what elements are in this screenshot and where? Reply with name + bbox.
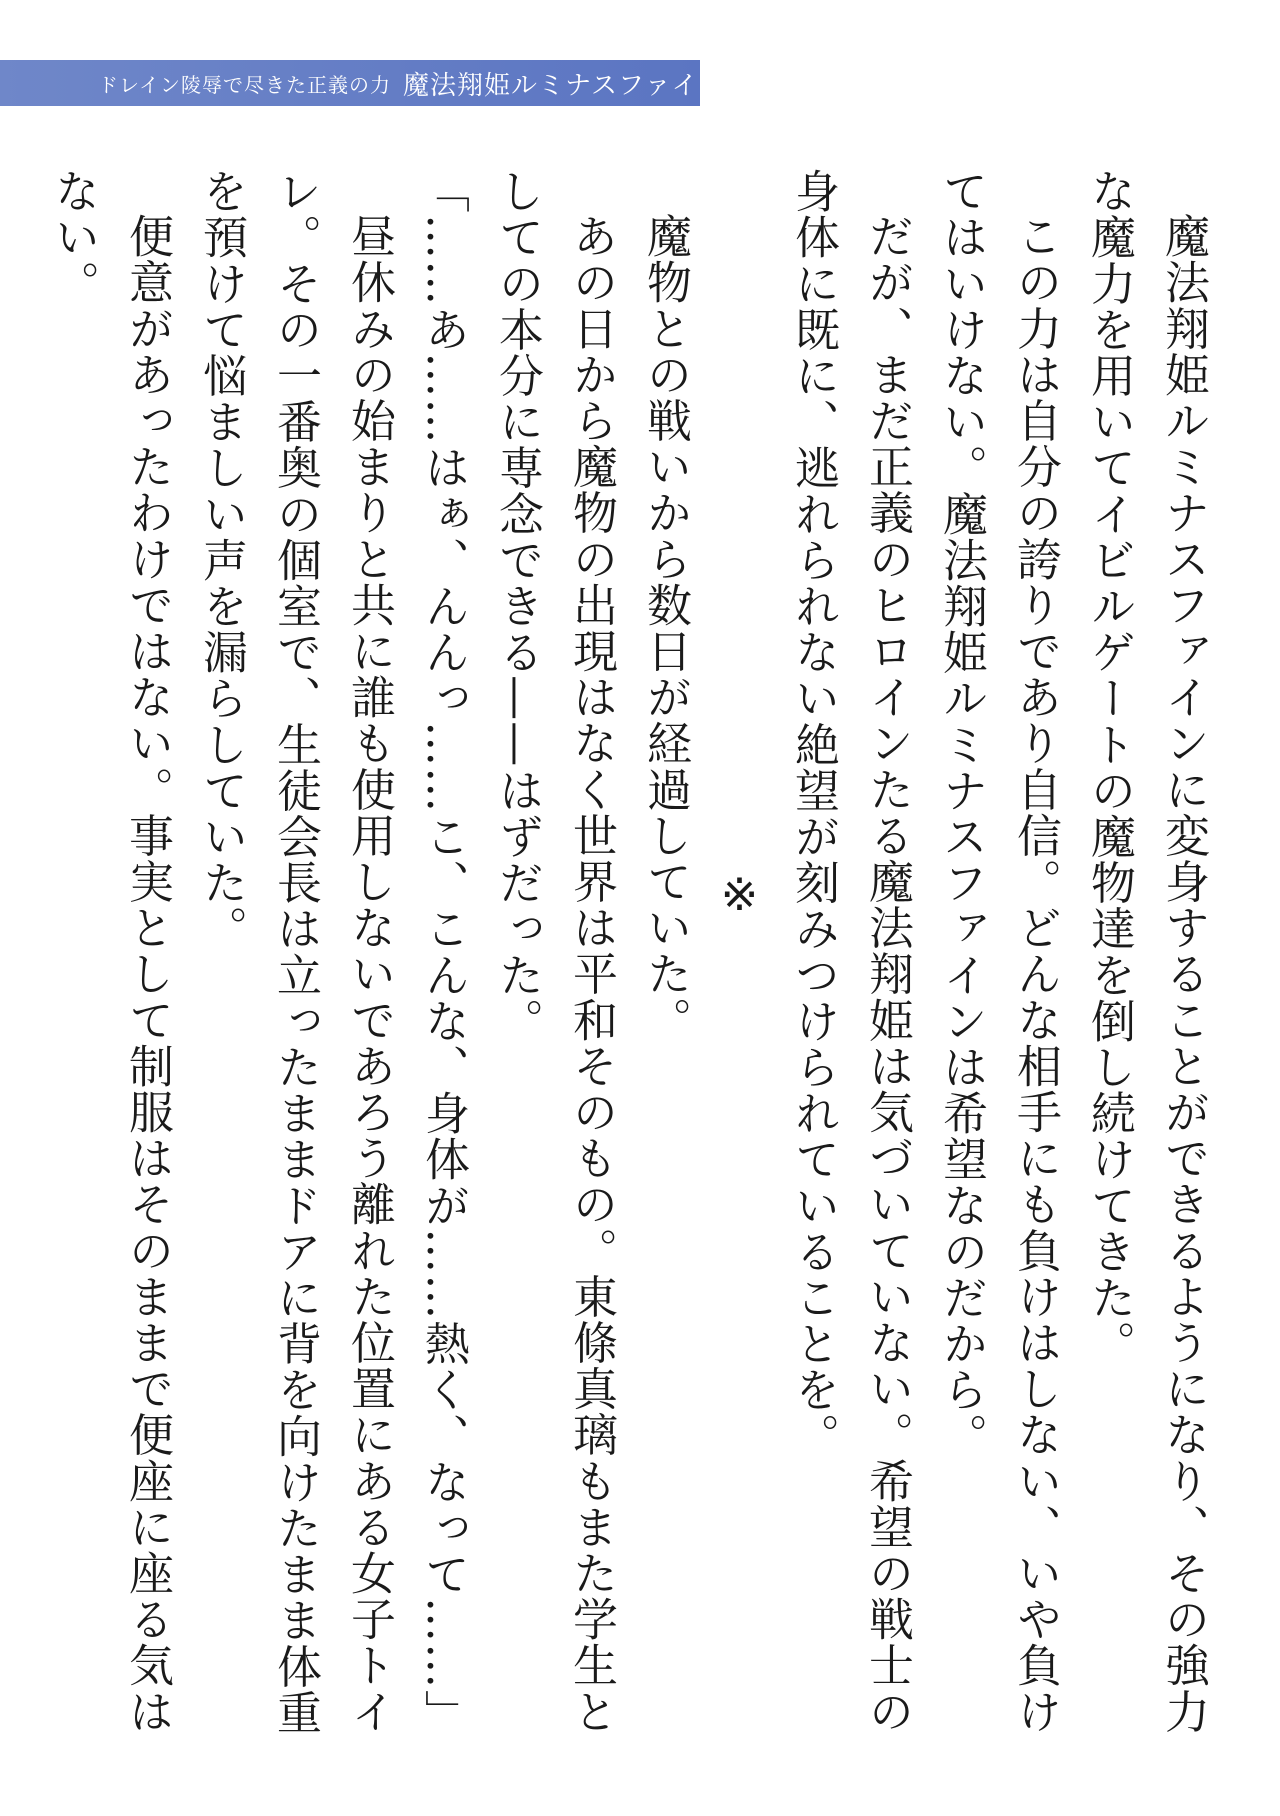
paragraph-5: あの日から魔物の出現はなく世界は平和そのもの。東條真璃もまた学生としての本分に専念できる——はずだった。: [491, 168, 618, 1735]
paragraph-2: この力は自分の誇りであり自信。どんな相手にも負けはしない、いや負けてはいけない。魔法翔姫ルミナスファインは希望なのだから。: [935, 168, 1062, 1735]
paragraph-7: 昼休みの始まりと共に誰も使用しないであろう離れた位置にある女子トイレ。その一番奥の個室で、生徒会長は立ったままドアに背を向けたまま体重を預けて悩ましい声を漏らしていた。: [195, 168, 396, 1736]
dialogue-line: 「……あ……はぁ、んんっ……こ、こんな、身体が……熱く、なって……」: [417, 168, 470, 1736]
paragraph-8: 便意があったわけではない。事実として制服はそのままで便座に座る気はない。: [47, 168, 174, 1735]
vertical-body-text: [40, 168, 1220, 1758]
scene-separator: ※: [713, 868, 766, 923]
header-title: 魔法翔姫ルミナスファイン: [403, 70, 726, 101]
paragraph-1: 魔法翔姫ルミナスファインに変身することができるようになり、その強力な魔力を用いてイビルゲートの魔物達を倒し続けてきた。: [1083, 168, 1210, 1735]
paragraph-4: 魔物との戦いから数日が経過していた。: [639, 213, 692, 1043]
paragraph-3: だが、まだ正義のヒロインたる魔法翔姫は気づいていない。希望の戦士の身体に既に、逃れられない絶望が刻みつけられていることを。: [787, 168, 914, 1735]
running-header: [0, 60, 726, 106]
header-subtitle: ドレイン陵辱で尽きた正義の力: [98, 72, 391, 97]
